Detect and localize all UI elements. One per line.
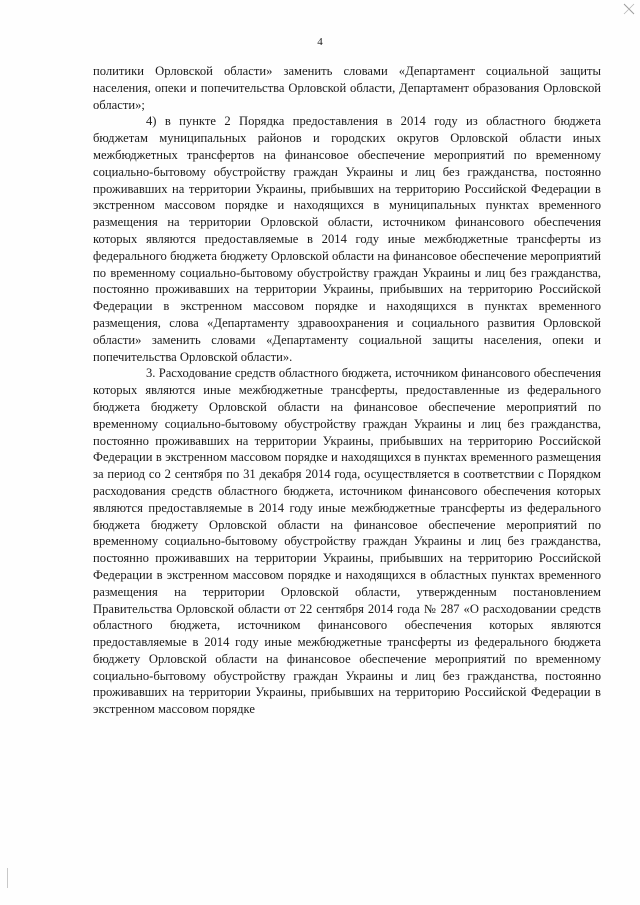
corner-scan-mark	[622, 2, 636, 16]
paragraph-item-4: 4) в пункте 2 Порядка предоставления в 2014 году из областного бюджета бюджетам муниципальных районов и городских округов Орловской области иных межбюджетных трансфертов на финансовое обеспечение мероприятий по временному социально-бытовому обустройству граждан Украины и лиц без гражданства, постоянно проживавших на территории Украины, прибывших на территорию Российской Федерации в экстренном массовом порядке и находящихся в муниципальных пунктах временного размещения на территории Орловской области, источником финансового обеспечения которых являются предоставляемые в 2014 году иные межбюджетные трансферты из федерального бюджета бюджету Орловской области на финансовое обеспечение мероприятий по временному социально-бытовому обустройству граждан Украины и лиц без гражданства, постоянно проживавших на территории Украины, прибывших на территорию Российской Федерации в экстренном массовом порядке и находящихся в пунктах временного размещения, слова «Департаменту здравоохранения и социального развития Орловской области» заменить словами «Департаменту социальной защиты населения, опеки и попечительства Орловской области».	[93, 114, 601, 364]
document-body	[93, 63, 601, 718]
page-number: 4	[317, 36, 323, 48]
paragraph-continuation: политики Орловской области» заменить словами «Департамент социальной защиты населения, опеки и попечительства Орловской области, Департамент образования Орловской области»;	[93, 64, 601, 112]
paragraph-section-3: 3. Расходование средств областного бюджета, источником финансового обеспечения которых являются иные межбюджетные трансферты, предоставленные из федерального бюджета бюджету Орловской области на финансовое обеспечение мероприятий по временному социально-бытовому обустройству граждан Украины и лиц без гражданства, постоянно проживавших на территории Украины, прибывших на территорию Российской Федерации в экстренном массовом порядке и находящихся в пунктах временного размещения за период со 2 сентября по 31 декабря 2014 года, осуществляется в соответствии с Порядком расходования средств областного бюджета, источником финансового обеспечения которых являются предоставляемые в 2014 году иные межбюджетные трансферты из федерального бюджета бюджету Орловской области на финансовое обеспечение мероприятий по временному социально-бытовому обустройству граждан Украины и лиц без гражданства, постоянно проживавших на территории Украины, прибывших на территорию Российской Федерации в экстренном массовом порядке и находящихся в областных пунктах временного размещения на территории Орловской области, утвержденным постановлением Правительства Орловской области от 22 сентября 2014 года № 287 «О расходовании средств областного бюджета, источником финансового обеспечения которых являются предоставляемые в 2014 году иные межбюджетные трансферты из федерального бюджета бюджету Орловской области на финансовое обеспечение мероприятий по временному социально-бытовому обустройству граждан Украины и лиц без гражданства, постоянно проживавших на территории Украины, прибывших на территорию Российской Федерации в экстренном массовом порядке	[93, 366, 601, 717]
edge-scan-mark	[6, 868, 9, 888]
